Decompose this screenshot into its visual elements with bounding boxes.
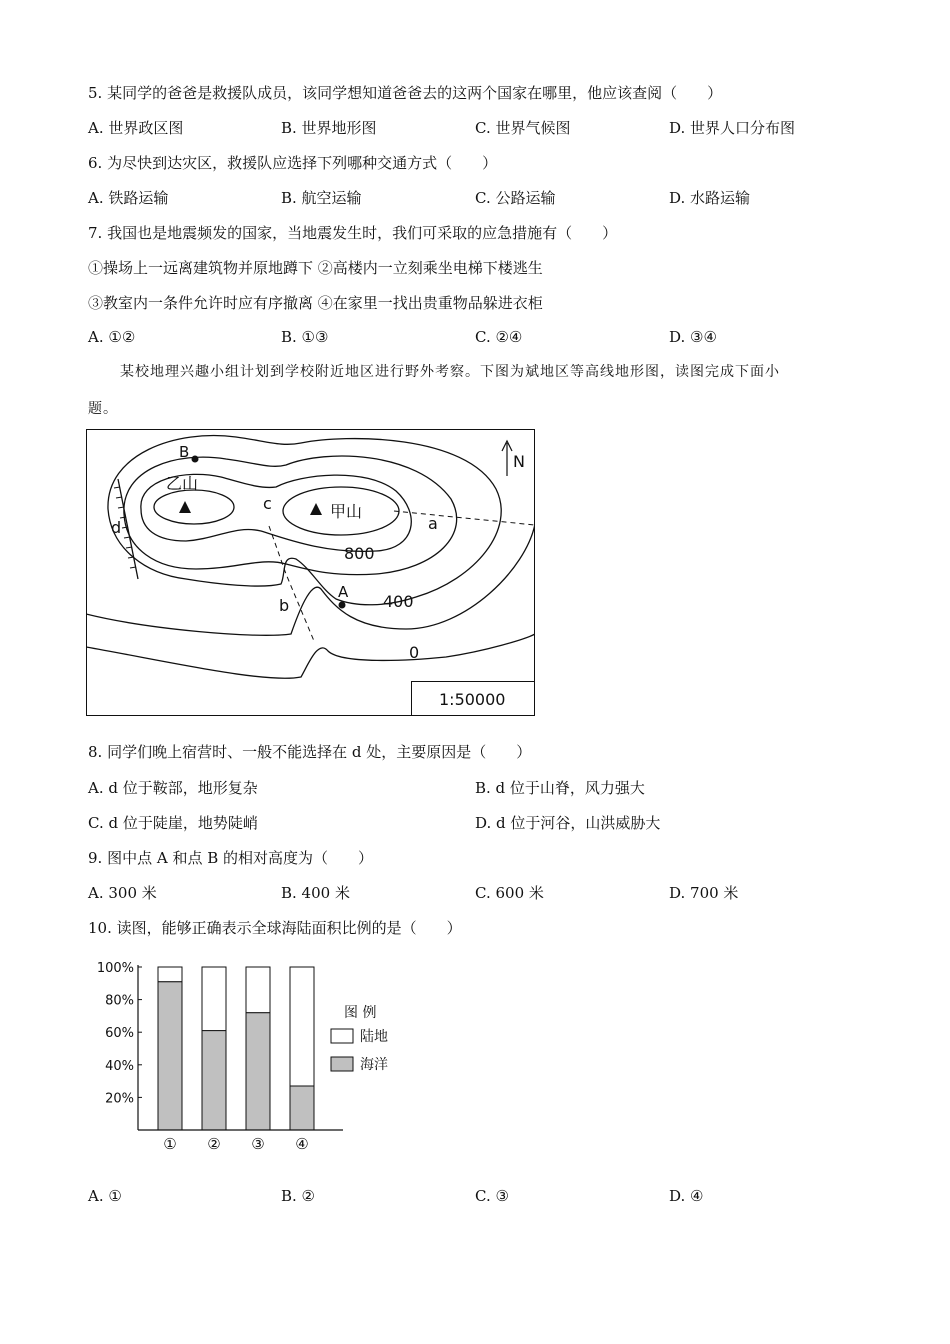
- bar-sea: [290, 1086, 314, 1130]
- bar-sea: [246, 1013, 270, 1130]
- q5-option-c: C. 世界气候图: [475, 119, 571, 137]
- bar-sea: [202, 1031, 226, 1130]
- legend-swatch-sea: [331, 1057, 353, 1071]
- q9-stem: 9. 图中点 A 和点 B 的相对高度为（ ）: [88, 849, 374, 867]
- point-a-dot: [339, 602, 346, 609]
- q7-option-c: C. ②④: [475, 328, 523, 346]
- y-tick-label: 20%: [105, 1091, 134, 1107]
- category-label: ④: [295, 1135, 309, 1153]
- label-a: a: [428, 514, 438, 533]
- contour-map: [86, 429, 535, 716]
- q7-stem: 7. 我国也是地震频发的国家，当地震发生时，我们可采取的应急措施有（ ）: [88, 224, 618, 242]
- q10-stem: 10. 读图，能够正确表示全球海陆面积比例的是（ ）: [88, 919, 462, 937]
- y-tick-label: 80%: [105, 993, 134, 1009]
- bar-land: [158, 967, 182, 982]
- q7-option-b: B. ①③: [281, 328, 329, 346]
- label-d: d: [111, 518, 122, 537]
- bar-land: [202, 967, 226, 1031]
- label-contour-400: 400: [383, 592, 414, 611]
- q6-option-b: B. 航空运输: [281, 189, 362, 207]
- legend-swatch-land: [331, 1029, 353, 1043]
- bar-land: [246, 967, 270, 1013]
- q10-option-d: D. ④: [669, 1187, 704, 1205]
- q7-statement-1: ①操场上一远离建筑物并原地蹲下 ②高楼内一立刻乘坐电梯下楼逃生: [88, 259, 543, 277]
- q6-option-d: D. 水路运输: [669, 189, 751, 207]
- land-sea-chart: [88, 955, 408, 1155]
- q6-stem: 6. 为尽快到达灾区，救援队应选择下列哪种交通方式（ ）: [88, 154, 498, 172]
- label-scale: 1:50000: [439, 690, 506, 709]
- q8-option-c: C. d 位于陡崖，地势陡峭: [88, 814, 258, 832]
- q7-statement-2: ③教室内一条件允许时应有序撤离 ④在家里一找出贵重物品躲进衣柜: [88, 294, 543, 312]
- label-contour-0: 0: [409, 643, 420, 662]
- legend-title: 图 例: [344, 1005, 377, 1021]
- q8-option-d: D. d 位于河谷，山洪威胁大: [475, 814, 661, 832]
- label-contour-800: 800: [344, 544, 375, 563]
- legend-label-land: 陆地: [360, 1029, 388, 1045]
- label-yi: 乙山: [166, 474, 199, 493]
- q6-option-a: A. 铁路运输: [88, 189, 169, 207]
- q8-option-b: B. d 位于山脊，风力强大: [475, 779, 645, 797]
- bar-sea: [158, 982, 182, 1130]
- q10-option-a: A. ①: [88, 1187, 122, 1205]
- q7-option-a: A. ①②: [88, 328, 136, 346]
- label-b: b: [279, 596, 290, 615]
- label-north: N: [513, 452, 525, 471]
- q10-option-c: C. ③: [475, 1187, 509, 1205]
- q9-option-d: D. 700 米: [669, 884, 739, 902]
- q8-stem: 8. 同学们晚上宿营时、一般不能选择在 d 处，主要原因是（ ）: [88, 743, 532, 761]
- q7-option-d: D. ③④: [669, 328, 717, 346]
- bar-land: [290, 967, 314, 1086]
- label-point-a: A: [338, 583, 349, 601]
- q6-option-c: C. 公路运输: [475, 189, 556, 207]
- q10-option-b: B. ②: [281, 1187, 316, 1205]
- label-jia: 甲山: [330, 502, 363, 521]
- q5-option-d: D. 世界人口分布图: [669, 119, 796, 137]
- label-c: c: [263, 494, 272, 513]
- q8-option-a: A. d 位于鞍部，地形复杂: [88, 779, 258, 797]
- legend-label-sea: 海洋: [360, 1057, 388, 1073]
- point-b-dot: [192, 456, 199, 463]
- y-tick-label: 100%: [96, 961, 134, 976]
- category-label: ②: [207, 1135, 221, 1153]
- q5-option-a: A. 世界政区图: [88, 119, 184, 137]
- chart-legend: [331, 1005, 388, 1073]
- category-label: ①: [163, 1135, 177, 1153]
- y-tick-label: 40%: [105, 1058, 134, 1074]
- intro-line-2: 题。: [88, 401, 118, 417]
- intro-line-1: 某校地理兴趣小组计划到学校附近地区进行野外考察。下图为斌地区等高线地形图，读图完成下面小: [120, 364, 780, 380]
- label-point-b: B: [179, 443, 190, 461]
- q5-stem: 5. 某同学的爸爸是救援队成员，该同学想知道爸爸去的这两个国家在哪里，他应该查阅（ ）: [88, 84, 723, 102]
- category-label: ③: [251, 1135, 265, 1153]
- q9-option-c: C. 600 米: [475, 884, 544, 902]
- q9-option-a: A. 300 米: [88, 884, 157, 902]
- y-tick-label: 60%: [105, 1026, 134, 1042]
- q9-option-b: B. 400 米: [281, 884, 350, 902]
- q5-option-b: B. 世界地形图: [281, 119, 377, 137]
